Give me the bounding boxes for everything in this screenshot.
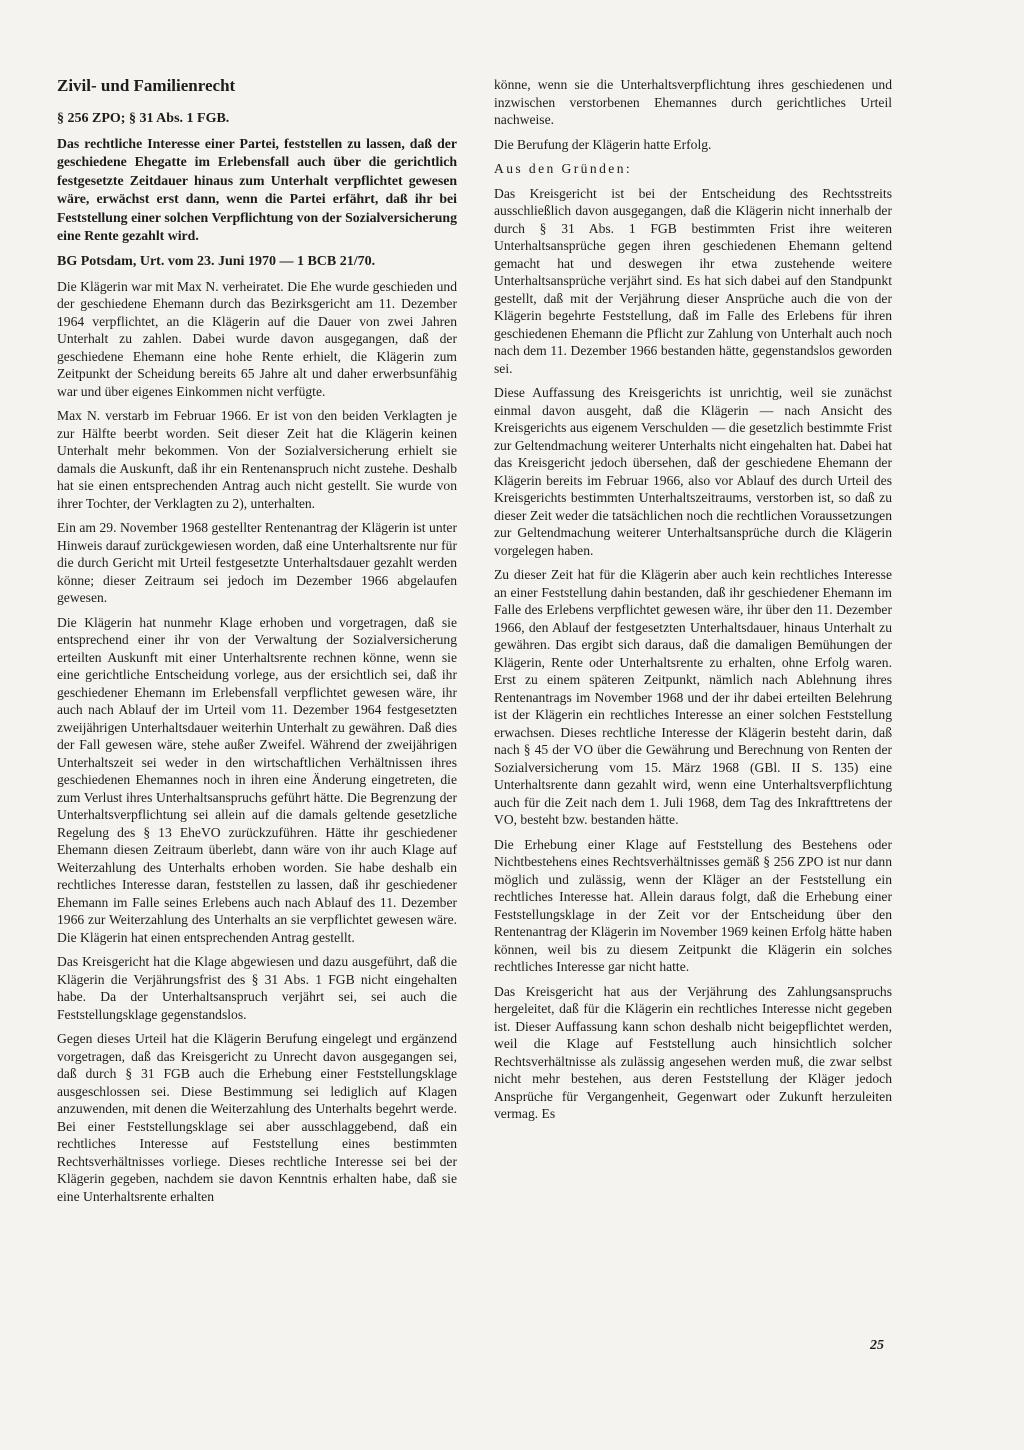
reasons-heading: Aus den Gründen: [494,161,633,176]
paragraph: Die Klägerin hat nunmehr Klage erhoben und vorgetragen, daß sie entsprechend einer ihr von der Verwaltung der Sozialversicherung erteilten Auskunft mit einer Unterhaltsrente rechnen könne, wenn sie eine gerichtliche Entscheidung vorlege, aus der ersichtlich sei, daß ihr geschiedener Ehemann im Erlebensfall verpflichtet gewesen wäre, ihr auch nach Ablauf der im Urteil vom 11. Dezember 1964 festgesetzten zweijährigen Unterhaltsdauer weiterhin Unterhalt zu gewähren. Daß dies der Fall gewesen wäre, stehe außer Zweifel. Während der zweijährigen Unterhaltszeit sei weder in den wirtschaftlichen Verhältnissen ihres geschiedenen Ehemannes noch in ihren eine Änderung eingetreten, die zum Verlust ihres Unterhaltsanspruchs geführt hätte. Die Begrenzung der Unterhaltsverpflichtung sei allein auf die damals geltende gesetzliche Regelung des § 13 EheVO zurückzuführen. Hätte ihr geschiedener Ehemann diesen Zeitraum überlebt, dann wäre von ihr auch Klage auf Weiterzahlung des Unterhalts erhoben worden. Sie habe deshalb ein rechtliches Interesse daran, feststellen zu lassen, daß ihr geschiedener Ehemann im Falle seines Erlebens auch nach Ablauf des 11. Dezember 1966 zur Weiterzahlung des Unterhalts an sie verpflichtet gewesen wäre. Die Klägerin hat einen entsprechenden Antrag gestellt. [57,614,457,945]
paragraph: Das Kreisgericht hat aus der Verjährung des Zahlungsanspruchs hergeleitet, daß für die Klägerin ein rechtliches Interesse nicht gegeben ist. Dieser Auffassung kann schon deshalb nicht beigepflichtet werden, weil die Klage auf Feststellung auch hinsichtlich solcher Rechtsverhältnisse als zulässig angesehen werden muß, die zwar selbst nicht mehr bestehen, aus deren Feststellung der Kläger jedoch Ansprüche für Vergangenheit, Gegenwart oder Zukunft herzuleiten vermag. Es [494,983,892,1121]
paragraph: Max N. verstarb im Februar 1966. Er ist von den beiden Verklagten je zur Hälfte beerbt worden. Seit dieser Zeit hat die Klägerin keinen Unterhalt mehr bekommen. Von der Sozialversicherung erhielt sie damals die Auskunft, daß ihr ein Rentenanspruch nicht zustehe. Deshalb hat sie einen entsprechenden Antrag auch nicht gestellt. Sie wurde von ihrer Tochter, der Verklagten zu 2), unterhalten. [57,408,457,511]
paragraph: Gegen dieses Urteil hat die Klägerin Berufung eingelegt und ergänzend vorgetragen, daß das Kreisgericht zu Unrecht davon ausgegangen sei, daß durch § 31 FGB auch die Erhebung einer Feststellungsklage ausgeschlossen sei. Diese Bestimmung sei lediglich auf Klagen anzuwenden, mit denen die Weiterzahlung des Unterhalts begehrt werde. Bei einer Feststellungsklage sei aber ausschlaggebend, daß ein rechtliches Interesse auf Feststellung eines bestimmten Rechtsverhältnisses vorliege. Dieses rechtliche Interesse sei bei der Klägerin gegeben, nachdem sie davon Kenntnis erhalten habe, daß sie eine Unterhaltsrente erhalten [57,1031,457,1204]
paragraph: Zu dieser Zeit hat für die Klägerin aber auch kein rechtliches Interesse an einer Feststellung dahin bestanden, daß ihr geschiedener Ehemann im Falle des Erlebens verpflichtet gewesen wäre, ihr über den 11. Dezember 1966, den Ablauf der festgesetzten Unterhaltsdauer, hinaus Unterhalt zu gewähren. Das ergibt sich daraus, daß die damaligen Bemühungen der Klägerin, Rente oder Unterhaltsrente zu erhalten, ohne Erfolg waren. Erst zu einem späteren Zeitpunkt, nämlich nach Ablehnung ihres Rentenantrags im November 1968 und der ihr dabei erteilten Belehrung ist der Klägerin ein rechtliches Interesse an einer solchen Feststellung erwachsen. Dieses rechtliche Interesse der Klägerin besteht darin, daß nach § 45 der VO über die Gewährung und Berechnung von Renten der Sozialversicherung vom 15. März 1968 (GBl. II S. 135) eine Unterhaltsrente dann gezahlt wird, wenn eine Unterhaltsverpflichtung auch für die Zeit nach dem 1. Juli 1968, dem Tag des Inkrafttretens der VO, besteht bzw. bestanden hätte. [494,567,892,827]
paragraph: könne, wenn sie die Unterhaltsverpflichtung ihres geschiedenen und inzwischen verstorbenen Ehemannes durch gerichtliches Urteil nachweise. [494,77,892,127]
paragraph: Diese Auffassung des Kreisgerichts ist unrichtig, weil sie zunächst einmal davon ausgeht, daß die Klägerin — nach Ansicht des Kreisgerichts aus eigenem Verschulden — die gesetzlich bestimmte Frist zur Geltendmachung weiterer Unterhalts nicht eingehalten hat. Dabei hat das Kreisgericht jedoch übersehen, daß der geschiedene Ehemann der Klägerin bereits im Februar 1966, also vor Ablauf des durch Urteil des Kreisgerichts bestimmten Unterhaltszeitraums, verstorben ist, so daß zu dieser Zeit weder die tatsächlichen noch die rechtlichen Voraussetzungen zur Geltendmachung weiterer Unterhaltsansprüche durch die Klägerin vorgelegen haben. [494,385,892,558]
headnote: Das rechtliche Interesse einer Partei, feststellen zu lassen, daß der geschiedene Ehegatte im Erlebensfall auch über die gerichtlich festgesetzte Zeitdauer hinaus zum Unterhalt verpflichtet gewesen wäre, erwächst erst dann, wenn die Partei erfährt, daß ihr bei Feststellung einer solchen Verpflichtung von der Sozialversicherung eine Rente gezahlt wird. [57,135,457,244]
court-reference: BG Potsdam, Urt. vom 23. Juni 1970 — 1 BCB 21/70. [57,254,376,270]
paragraph: Das Kreisgericht ist bei der Entscheidung des Rechtsstreits ausschließlich davon ausgegangen, daß die Klägerin nicht innerhalb der durch § 31 Abs. 1 FGB bestimmten Frist ihre weiteren Unterhaltsansprüche gegen ihren geschiedenen Ehemann geltend gemacht hat und deswegen ihr etwa zustehende weitere Unterhaltsansprüche verjährt sind. Es hat sich dabei auf den Standpunkt gestellt, daß mit der Verjährung dieser Ansprüche auch die von der Klägerin begehrte Feststellung, daß im Falle des Erlebens für ihren geschiedenen Ehemann die Pflicht zur Zahlung von Unterhalt auch noch nach dem 11. Dezember 1966 bestanden hätte, gegenstandslos geworden sei. [494,185,892,376]
section-title: Zivil- und Familienrecht [57,76,236,95]
paragraph: Das Kreisgericht hat die Klage abgewiesen und dazu ausgeführt, daß die Klägerin die Verjährungsfrist des § 31 Abs. 1 FGB nicht eingehalten habe. Da der Unterhaltsanspruch verjährt sei, sei auch die Feststellungsklage gegenstandslos. [57,954,457,1022]
page-number: 25 [870,1338,884,1353]
paragraph: Ein am 29. November 1968 gestellter Rentenantrag der Klägerin ist unter Hinweis darauf zurückgewiesen worden, daß eine Unterhaltsrente nur für die durch Gericht mit Urteil festgesetzte Unterhaltsdauer gezahlt werden könne; dieser Zeitraum sei jedoch im Dezember 1966 abgelaufen gewesen. [57,520,457,606]
paragraph: Die Berufung der Klägerin hatte Erfolg. [494,136,712,152]
paragraph: Die Klägerin war mit Max N. verheiratet. Die Ehe wurde geschieden und der geschiedene Ehemann durch das Bezirksgericht am 11. Dezember 1964 verpflichtet, an die Klägerin auf die Dauer von zwei Jahren Unterhalt zu zahlen. Dabei wurde davon ausgegangen, daß der geschiedene Ehemann eine hohe Rente erhielt, die Klägerin zum Zeitpunkt der Scheidung bereits 65 Jahre alt und daher erwerbsunfähig war und über eigenes Einkommen nicht verfügte. [57,278,457,399]
right-column [494,76,892,1130]
left-column [57,76,457,1212]
paragraph: Die Erhebung einer Klage auf Feststellung des Bestehens oder Nichtbestehens eines Rechtsverhältnisses gemäß § 256 ZPO ist nur dann möglich und zulässig, wenn der Kläger an der Feststellung ein rechtliches Interesse hat. Allein daraus folgt, daß die Erhebung einer Feststellungsklage in der Zeit vor der Entscheidung über den Rentenantrag der Klägerin im November 1969 keinen Erfolg hätte haben können, weil bis zu diesem Zeitpunkt die Klägerin ein solches rechtliches Interesse gar nicht hatte. [494,836,892,974]
statute-reference: § 256 ZPO; § 31 Abs. 1 FGB. [57,111,230,126]
